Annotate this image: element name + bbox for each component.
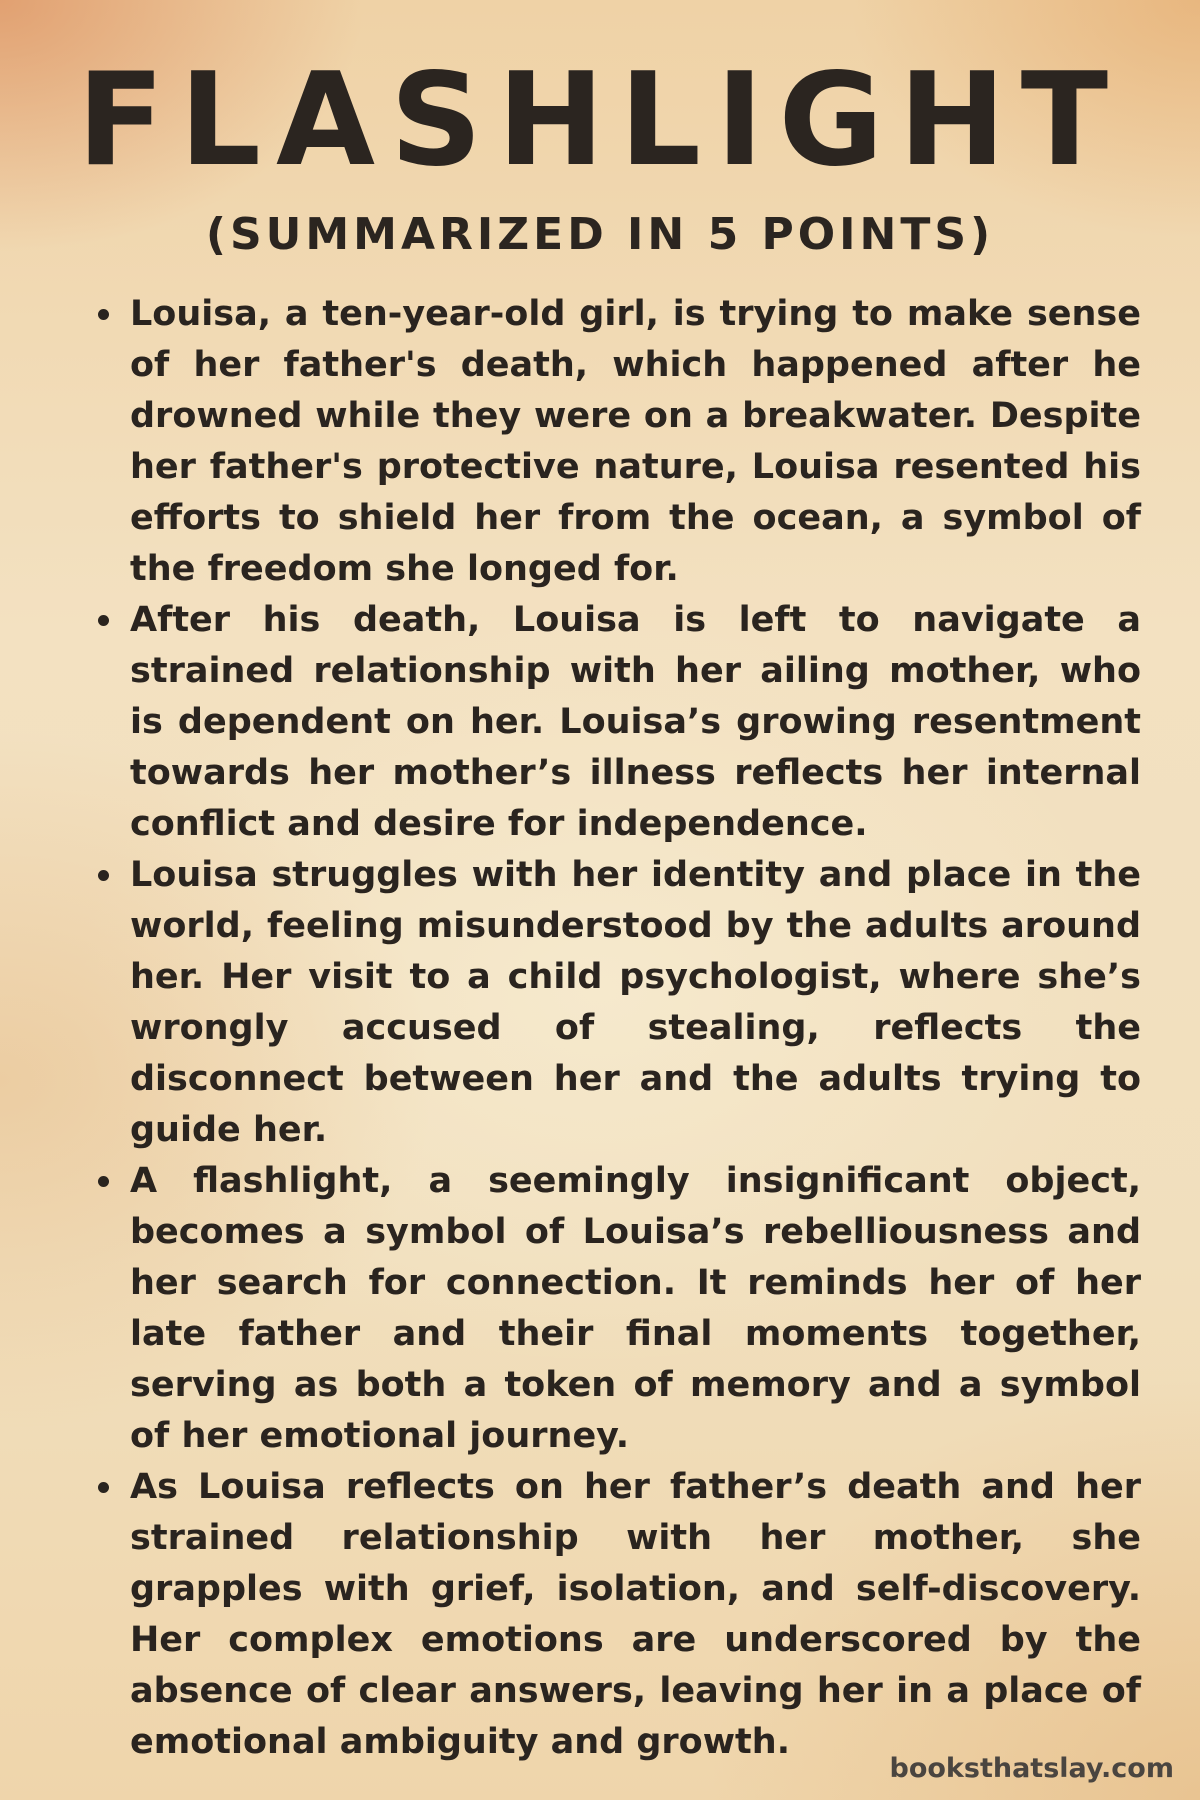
site-watermark: booksthatslay.com <box>889 1753 1174 1784</box>
bullet-icon <box>98 1176 109 1187</box>
bullet-icon <box>98 309 109 320</box>
point-text: As Louisa reflects on her father’s death and her strained relationship with her mother, she grapples with grief, isolation, and self-discovery. Her complex emotions are underscored by the absence of clear answers, leaving her in a place of emotional ambiguity and growth. <box>130 1467 1141 1762</box>
point-text: Louisa, a ten-year-old girl, is trying to make sense of her father's death, which happened after he drowned while they were on a breakwater. Despite her father's protective nature, Louisa resented his efforts to shield her from the ocean, a symbol of the freedom she longed for. <box>130 294 1141 589</box>
summary-point-3 <box>130 850 1141 1156</box>
summary-points-list <box>130 289 1141 1768</box>
point-text: A flashlight, a seemingly insignificant object, becomes a symbol of Louisa’s rebelliousness and her search for connection. It reminds her of her late father and their final moments together, serving as both a token of memory and a symbol of her emotional journey. <box>130 1161 1141 1456</box>
point-text: After his death, Louisa is left to navigate a strained relationship with her ailing mother, who is dependent on her. Louisa’s growing resentment towards her mother’s illness reflects her internal conflict and desire for independence. <box>130 600 1141 844</box>
point-text: Louisa struggles with her identity and place in the world, feeling misunderstood by the adults around her. Her visit to a child psychologist, where she’s wrongly accused of stealing, reflects the disconnect between her and the adults trying to guide her. <box>130 855 1141 1150</box>
page-subtitle: (SUMMARIZED IN 5 POINTS) <box>205 209 995 260</box>
book-title: FLASHLIGHT <box>76 46 1124 195</box>
summary-point-5 <box>130 1462 1141 1768</box>
bullet-icon <box>98 870 109 881</box>
bullet-icon <box>98 1482 109 1493</box>
summary-point-1 <box>130 289 1141 595</box>
bullet-icon <box>98 615 109 626</box>
summary-point-2 <box>130 595 1141 850</box>
summary-point-4 <box>130 1156 1141 1462</box>
